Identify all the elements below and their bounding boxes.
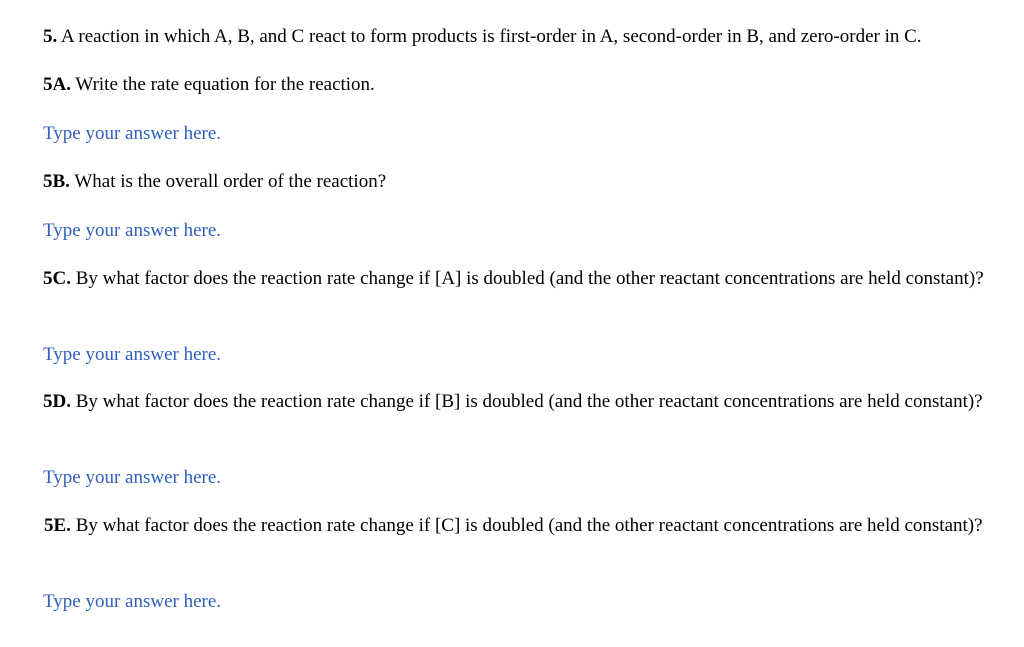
question-5b	[43, 169, 386, 195]
question-5-intro	[43, 24, 922, 50]
answer-field-5a[interactable]: Type your answer here.	[43, 123, 222, 144]
answer-field-5c[interactable]: Type your answer here.	[43, 344, 222, 365]
question-text: By what factor does the reaction rate change if [C] is doubled (and the other reactant concentrations are held constant)?	[75, 515, 983, 536]
question-5e	[44, 513, 994, 539]
answer-field-5e[interactable]: Type your answer here.	[43, 591, 222, 612]
question-5a	[43, 72, 375, 98]
question-text: What is the overall order of the reaction?	[74, 171, 387, 192]
question-5d	[43, 389, 993, 415]
question-text: By what factor does the reaction rate change if [A] is doubled (and the other reactant concentrations are held constant)?	[75, 268, 984, 289]
question-5c	[43, 266, 993, 292]
question-number: 5C.	[43, 268, 71, 289]
answer-field-5b[interactable]: Type your answer here.	[43, 220, 222, 241]
question-number: 5.	[43, 26, 58, 47]
question-text: Write the rate equation for the reaction.	[75, 74, 375, 95]
question-number: 5D.	[43, 391, 71, 412]
question-number: 5A.	[43, 74, 71, 95]
question-text: By what factor does the reaction rate change if [B] is doubled (and the other reactant concentrations are held constant)?	[75, 391, 983, 412]
question-number: 5B.	[43, 171, 70, 192]
answer-field-5d[interactable]: Type your answer here.	[43, 467, 222, 488]
question-number: 5E.	[44, 515, 71, 536]
question-text: A reaction in which A, B, and C react to form products is first-order in A, second-order in B, and zero-order in C.	[60, 26, 922, 47]
